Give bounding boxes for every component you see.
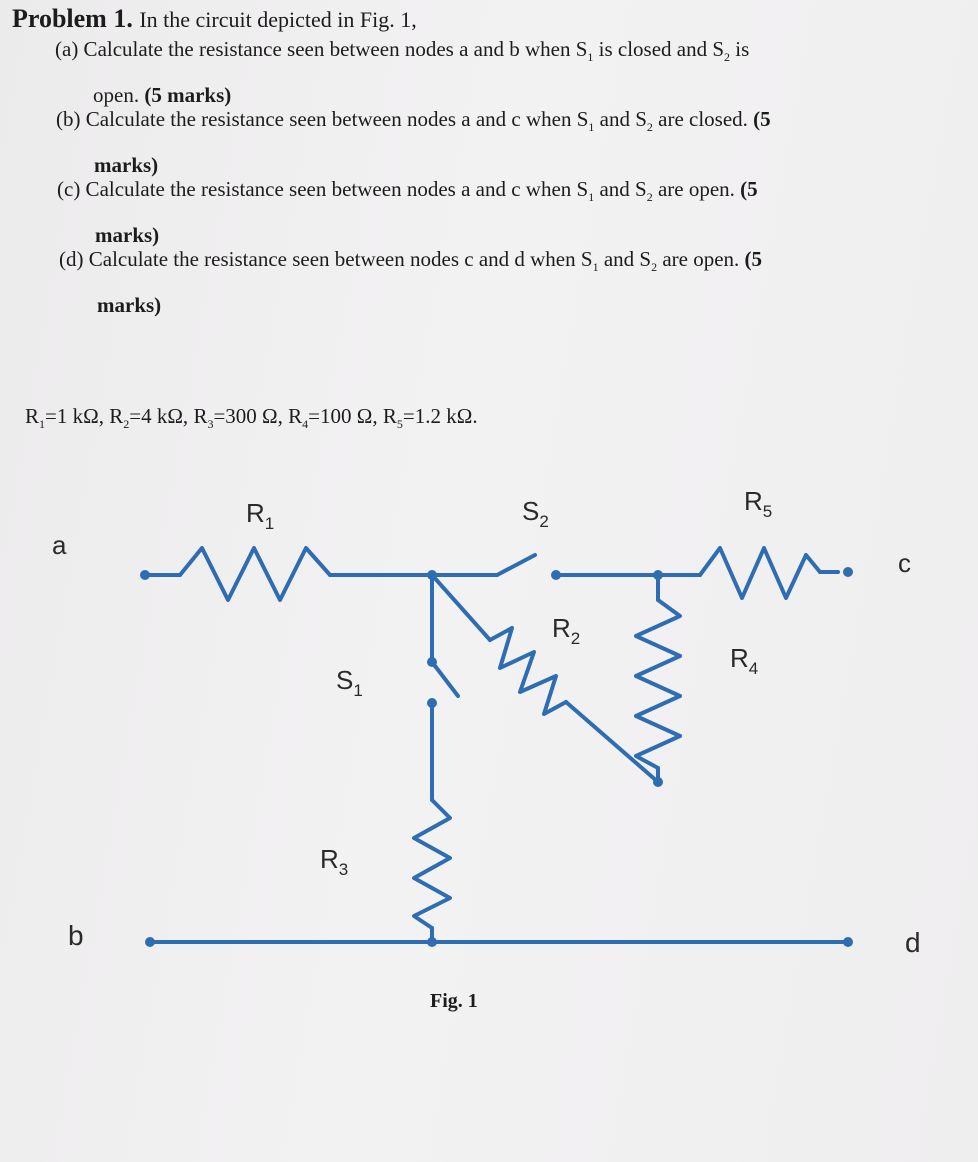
junction-r4-top <box>653 570 663 580</box>
junction-r3-bottom <box>427 937 437 947</box>
terminal-a <box>140 570 150 580</box>
resistor-r3 <box>414 800 450 928</box>
wire-node-to-r2 <box>432 575 490 640</box>
node-label-c: c <box>898 548 911 578</box>
label-r3: $R_3$ <box>320 844 349 879</box>
question-part-b: (b) Calculate the resistance seen between nodes a and c when $S_1$ and $S_2$ are closed. (5 marks) <box>56 100 771 184</box>
question-part-a: (a) Calculate the resistance seen between nodes a and b when $S_1$ is closed and $S_2$ is open. (5 marks) <box>55 30 749 114</box>
label-r5: $R_5$ <box>744 486 773 521</box>
node-label-d: d <box>905 927 921 958</box>
figure-caption: Fig. 1 <box>430 990 478 1012</box>
circuit-terminals <box>140 567 853 947</box>
switch-s2-blade <box>497 555 535 575</box>
label-s2: $S_2$ <box>522 496 549 531</box>
switch-s1-blade <box>432 662 458 696</box>
resistor-r1 <box>180 548 330 600</box>
label-r1: $R_1$ <box>246 498 275 533</box>
resistor-r5 <box>700 548 820 598</box>
switch-s1-bottom-contact <box>427 698 437 708</box>
terminal-c <box>843 567 853 577</box>
problem-intro: In the circuit depicted in Fig. 1, <box>139 7 417 32</box>
switch-s2-contact <box>551 570 561 580</box>
question-part-b-cont: marks) <box>94 153 159 178</box>
junction-r2-r4 <box>653 777 663 787</box>
problem-title: Problem 1. <box>12 4 133 33</box>
given-values: $R_1=1$ kΩ, $R_2=4$ kΩ, $R_3=300$ Ω, $R_4=100$ Ω, $R_5=1.2$ kΩ. <box>25 404 478 432</box>
switch-s1-top-contact <box>427 657 437 667</box>
question-part-c: (c) Calculate the resistance seen between nodes a and c when $S_1$ and $S_2$ are open. (5 marks) <box>57 170 758 254</box>
node-label-b: b <box>68 920 84 951</box>
question-part-d: (d) Calculate the resistance seen between nodes c and d when $S_1$ and $S_2$ are open. (5 marks) <box>59 240 762 324</box>
question-part-d-cont: marks) <box>97 293 162 318</box>
label-r2: $R_2$ <box>552 613 581 648</box>
junction-top <box>427 570 437 580</box>
node-label-a: a <box>52 530 67 560</box>
question-part-c-cont: marks) <box>95 223 160 248</box>
label-s1: $S_1$ <box>336 665 363 700</box>
terminal-d <box>843 937 853 947</box>
resistor-r4 <box>636 600 680 768</box>
label-r4: $R_4$ <box>730 643 759 678</box>
question-part-a-cont: open. (5 marks) <box>93 83 232 108</box>
terminal-b <box>145 937 155 947</box>
